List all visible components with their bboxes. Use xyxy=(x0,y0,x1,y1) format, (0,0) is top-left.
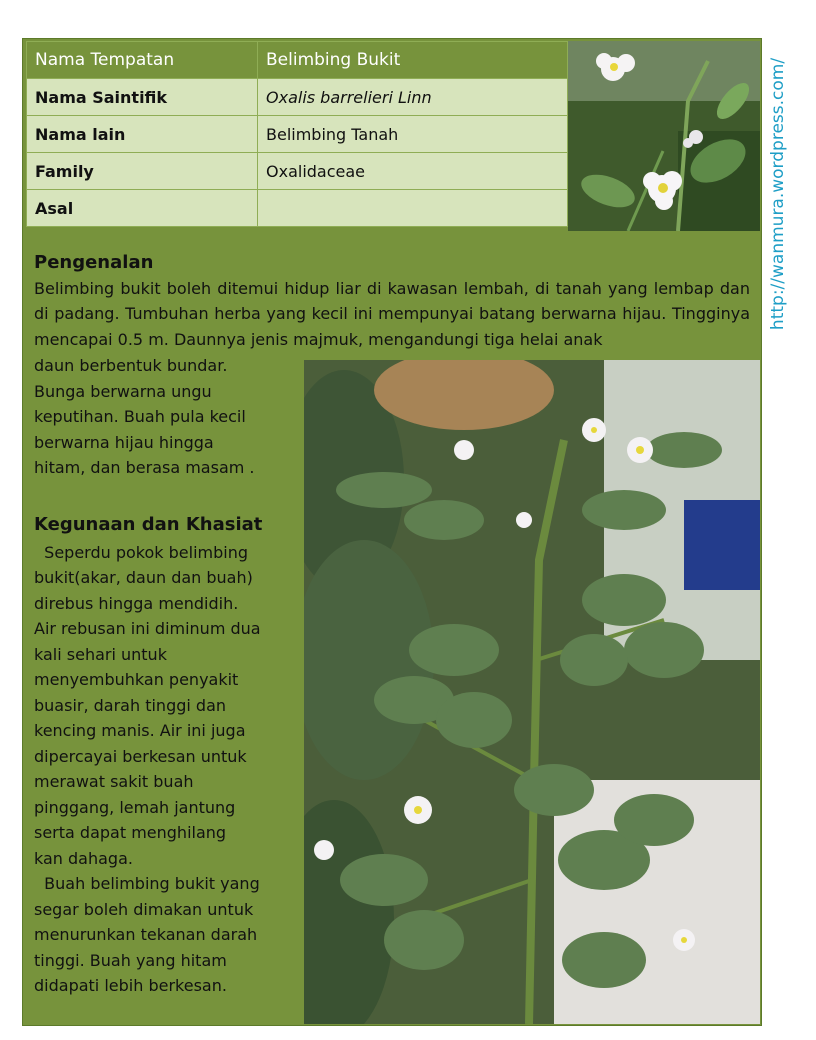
header-label: Nama Tempatan xyxy=(27,42,258,79)
text-line: hitam, dan berasa masam . xyxy=(34,458,255,477)
table-row xyxy=(27,153,568,190)
plant-photo xyxy=(304,360,760,1024)
flower-photo xyxy=(568,41,760,231)
table-header-row xyxy=(27,42,568,79)
text-line: serta dapat menghilang xyxy=(34,823,227,842)
text-line: kan dahaga. xyxy=(34,848,133,868)
row-value: Oxalidaceae xyxy=(258,153,568,190)
row-label: Asal xyxy=(27,190,258,227)
text-line: bukit(akar, daun dan buah) xyxy=(34,568,253,587)
text-line: kencing manis. Air ini juga xyxy=(34,721,246,740)
text-line: menyembuhkan penyakit xyxy=(34,670,239,689)
text-line: merawat sakit buah xyxy=(34,772,194,791)
text-line: dipercayai berkesan untuk xyxy=(34,746,247,766)
table-row xyxy=(27,116,568,153)
text-line: Air rebusan ini diminum dua xyxy=(34,619,261,638)
uses-heading: Kegunaan dan Khasiat xyxy=(34,514,263,535)
text-line: didapati lebih berkesan. xyxy=(34,976,227,995)
text-line: kali sehari untuk xyxy=(34,644,167,664)
table-row xyxy=(27,79,568,116)
text-line: pinggang, lemah jantung xyxy=(34,797,236,817)
row-value xyxy=(258,190,568,227)
text-line: direbus hingga mendidih. xyxy=(34,593,239,613)
text-line: berwarna hijau hingga xyxy=(34,432,214,452)
intro-paragraph: Belimbing bukit boleh ditemui hidup liar di kawasan lembah, di tanah yang lembap dan di padang. Tumbuhan herba yang kecil ini mempunyai batang berwarna hijau. Tingginya mencapai 0.5 m. Daunnya jenis majmuk, mengandungi tiga helai anak xyxy=(34,278,750,349)
text-line: segar boleh dimakan untuk xyxy=(34,899,254,919)
intro-heading: Pengenalan xyxy=(34,252,154,273)
row-label: Nama Saintifik xyxy=(27,79,258,116)
text-line: daun berbentuk bundar. xyxy=(34,356,228,375)
side-url xyxy=(760,44,796,344)
table-row xyxy=(27,190,568,227)
row-value: Belimbing Tanah xyxy=(258,116,568,153)
text-line: tinggi. Buah yang hitam xyxy=(34,950,227,970)
row-value: Oxalis barrelieri Linn xyxy=(258,79,568,116)
text-line: menurunkan tekanan darah xyxy=(34,925,258,944)
text-line: buasir, darah tinggi dan xyxy=(34,695,227,715)
text-line: Seperdu pokok belimbing xyxy=(34,542,249,562)
text-line: Bunga berwarna ungu xyxy=(34,381,212,401)
uses-section xyxy=(34,512,304,999)
header-value: Belimbing Bukit xyxy=(258,42,568,79)
text-line: Buah belimbing bukit yang xyxy=(34,874,260,893)
url-text: http://wanmura.wordpress.com/ xyxy=(768,57,788,331)
info-table xyxy=(26,41,568,227)
intro-continued xyxy=(34,353,304,481)
row-label: Nama lain xyxy=(27,116,258,153)
row-label: Family xyxy=(27,153,258,190)
intro-section xyxy=(34,250,750,352)
text-line: keputihan. Buah pula kecil xyxy=(34,407,246,426)
